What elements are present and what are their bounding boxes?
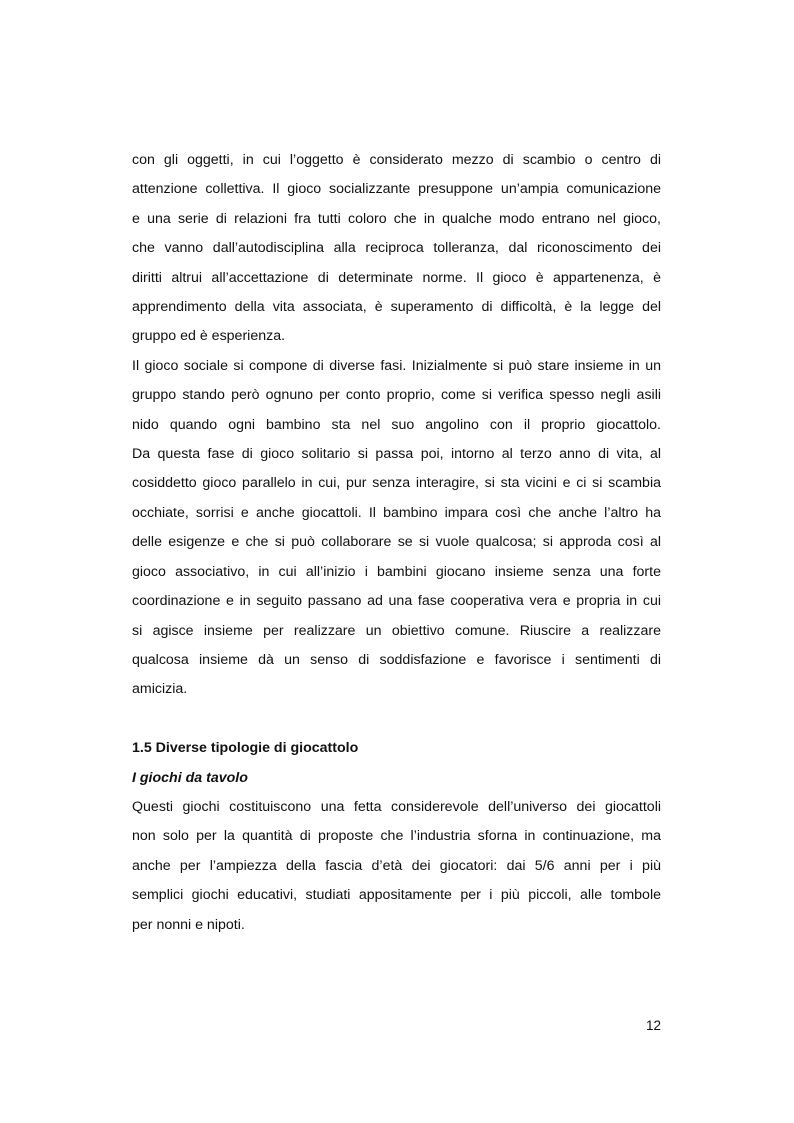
blank-line (132, 705, 661, 734)
paragraph-giochi-da-tavolo (132, 793, 661, 940)
page-number: 12 (645, 1018, 661, 1033)
text-line: con gli oggetti, in cui l’oggetto è considerato mezzo di scambio o centro di (132, 152, 661, 168)
text-line: che vanno dall’autodisciplina alla reciproca tolleranza, dal riconoscimento dei (132, 240, 661, 257)
text-line: gruppo ed è esperienza. (132, 328, 286, 345)
section-subheading: I giochi da tavolo (132, 769, 248, 786)
page-body (132, 146, 661, 940)
text-line: si agisce insieme per realizzare un obiettivo comune. Riuscire a realizzare (132, 622, 661, 639)
text-line: amicizia. (132, 681, 188, 698)
section-heading: 1.5 Diverse tipologie di giocattolo (132, 740, 359, 757)
paragraph-gioco-socializzante (132, 146, 661, 352)
text-line: gruppo stando però ognuno per conto proprio, come si verifica spesso negli asili (132, 387, 661, 404)
text-line: apprendimento della vita associata, è superamento di difficoltà, è la legge del (132, 299, 661, 316)
text-line: cosiddetto gioco parallelo in cui, pur senza interagire, si sta vicini e ci si scambia (132, 475, 661, 492)
text-line: non solo per la quantità di proposte che l’industria sforna in continuazione, ma (132, 828, 661, 845)
paragraph-gioco-sociale-fasi (132, 352, 661, 705)
text-line: Il gioco sociale si compone di diverse fasi. Inizialmente si può stare insieme in un (132, 357, 661, 374)
text-line: delle esigenze e che si può collaborare se si vuole qualcosa; si approda così al (132, 534, 661, 551)
text-line: nido quando ogni bambino sta nel suo angolino con il proprio giocattolo. (132, 416, 661, 433)
text-line: Da questa fase di gioco solitario si passa poi, intorno al terzo anno di vita, al (132, 446, 661, 463)
text-line: occhiate, sorrisi e anche giocattoli. Il bambino impara così che anche l’altro ha (132, 504, 661, 521)
text-line: semplici giochi educativi, studiati appositamente per i più piccoli, alle tombole (132, 887, 661, 904)
text-line: per nonni e nipoti. (132, 916, 245, 933)
text-line: diritti altrui all’accettazione di determinate norme. Il gioco è appartenenza, è (132, 269, 661, 286)
text-line: coordinazione e in seguito passano ad una fase cooperativa vera e propria in cui (132, 593, 661, 610)
text-line: gioco associativo, in cui all’inizio i bambini giocano insieme senza una forte (132, 563, 661, 580)
text-line: e una serie di relazioni fra tutti coloro che in qualche modo entrano nel gioco, (132, 210, 661, 227)
text-line: anche per l’ampiezza della fascia d’età dei giocatori: dai 5/6 anni per i più (132, 857, 661, 874)
text-line: qualcosa insieme dà un senso di soddisfazione e favorisce i sentimenti di (132, 651, 661, 668)
text-line: attenzione collettiva. Il gioco socializzante presuppone un’ampia comunicazione (132, 181, 661, 198)
text-line: Questi giochi costituiscono una fetta considerevole dell’universo dei giocattoli (132, 798, 661, 815)
